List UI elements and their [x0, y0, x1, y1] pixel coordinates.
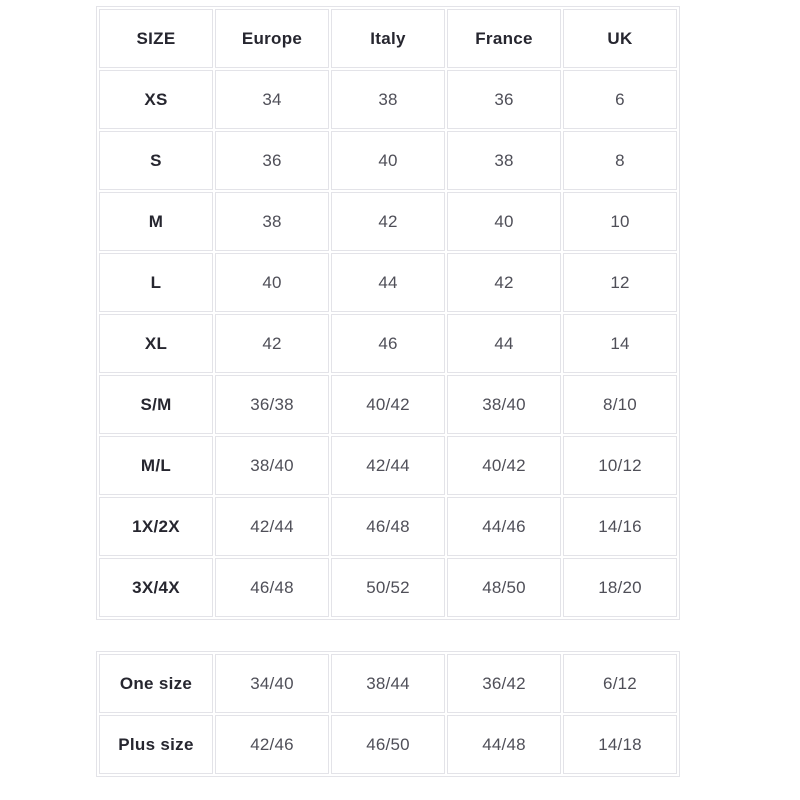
size-row — [99, 253, 677, 312]
size-value-cell: 38/40 — [447, 375, 561, 434]
size-value-cell: 14/18 — [563, 715, 677, 774]
size-table-head — [99, 9, 677, 68]
size-value-cell: 46/48 — [215, 558, 329, 617]
size-value-cell: 42 — [215, 314, 329, 373]
size-value-cell: 18/20 — [563, 558, 677, 617]
size-label-cell: One size — [99, 654, 213, 713]
size-value-cell: 42/46 — [215, 715, 329, 774]
size-value-cell: 36/42 — [447, 654, 561, 713]
size-value-cell: 48/50 — [447, 558, 561, 617]
size-table-body — [99, 70, 677, 617]
column-header-europe: Europe — [215, 9, 329, 68]
column-header-uk: UK — [563, 9, 677, 68]
size-label-cell: XS — [99, 70, 213, 129]
size-label-cell: XL — [99, 314, 213, 373]
size-label-cell: S/M — [99, 375, 213, 434]
size-value-cell: 50/52 — [331, 558, 445, 617]
size-conversion-table — [96, 6, 680, 620]
size-row — [99, 70, 677, 129]
size-value-cell: 40 — [215, 253, 329, 312]
size-label-cell: L — [99, 253, 213, 312]
size-value-cell: 46/48 — [331, 497, 445, 556]
size-table-header-row — [99, 9, 677, 68]
size-row — [99, 192, 677, 251]
size-value-cell: 12 — [563, 253, 677, 312]
size-value-cell: 38/44 — [331, 654, 445, 713]
size-value-cell: 44/46 — [447, 497, 561, 556]
size-value-cell: 36/38 — [215, 375, 329, 434]
column-header-france: France — [447, 9, 561, 68]
size-value-cell: 14 — [563, 314, 677, 373]
size-value-cell: 42/44 — [215, 497, 329, 556]
size-value-cell: 46/50 — [331, 715, 445, 774]
size-label-cell: Plus size — [99, 715, 213, 774]
size-label-cell: 3X/4X — [99, 558, 213, 617]
size-value-cell: 6 — [563, 70, 677, 129]
special-size-table — [96, 651, 680, 777]
size-value-cell: 40 — [447, 192, 561, 251]
size-value-cell: 10/12 — [563, 436, 677, 495]
size-row — [99, 131, 677, 190]
size-value-cell: 44 — [331, 253, 445, 312]
special-size-row — [99, 715, 677, 774]
size-value-cell: 14/16 — [563, 497, 677, 556]
size-label-cell: 1X/2X — [99, 497, 213, 556]
size-value-cell: 34/40 — [215, 654, 329, 713]
special-size-row — [99, 654, 677, 713]
size-row — [99, 436, 677, 495]
column-header-size: SIZE — [99, 9, 213, 68]
size-value-cell: 38 — [331, 70, 445, 129]
size-value-cell: 44 — [447, 314, 561, 373]
size-value-cell: 10 — [563, 192, 677, 251]
size-value-cell: 42/44 — [331, 436, 445, 495]
size-value-cell: 8 — [563, 131, 677, 190]
size-value-cell: 40/42 — [447, 436, 561, 495]
size-value-cell: 38/40 — [215, 436, 329, 495]
size-value-cell: 44/48 — [447, 715, 561, 774]
size-value-cell: 6/12 — [563, 654, 677, 713]
size-value-cell: 40/42 — [331, 375, 445, 434]
size-value-cell: 38 — [447, 131, 561, 190]
size-value-cell: 42 — [447, 253, 561, 312]
size-value-cell: 8/10 — [563, 375, 677, 434]
size-label-cell: M — [99, 192, 213, 251]
size-value-cell: 40 — [331, 131, 445, 190]
size-row — [99, 497, 677, 556]
size-value-cell: 42 — [331, 192, 445, 251]
special-size-table-body — [99, 654, 677, 774]
size-label-cell: S — [99, 131, 213, 190]
size-row — [99, 558, 677, 617]
size-value-cell: 34 — [215, 70, 329, 129]
size-value-cell: 38 — [215, 192, 329, 251]
size-value-cell: 46 — [331, 314, 445, 373]
size-label-cell: M/L — [99, 436, 213, 495]
size-value-cell: 36 — [447, 70, 561, 129]
column-header-italy: Italy — [331, 9, 445, 68]
size-value-cell: 36 — [215, 131, 329, 190]
size-row — [99, 314, 677, 373]
size-row — [99, 375, 677, 434]
